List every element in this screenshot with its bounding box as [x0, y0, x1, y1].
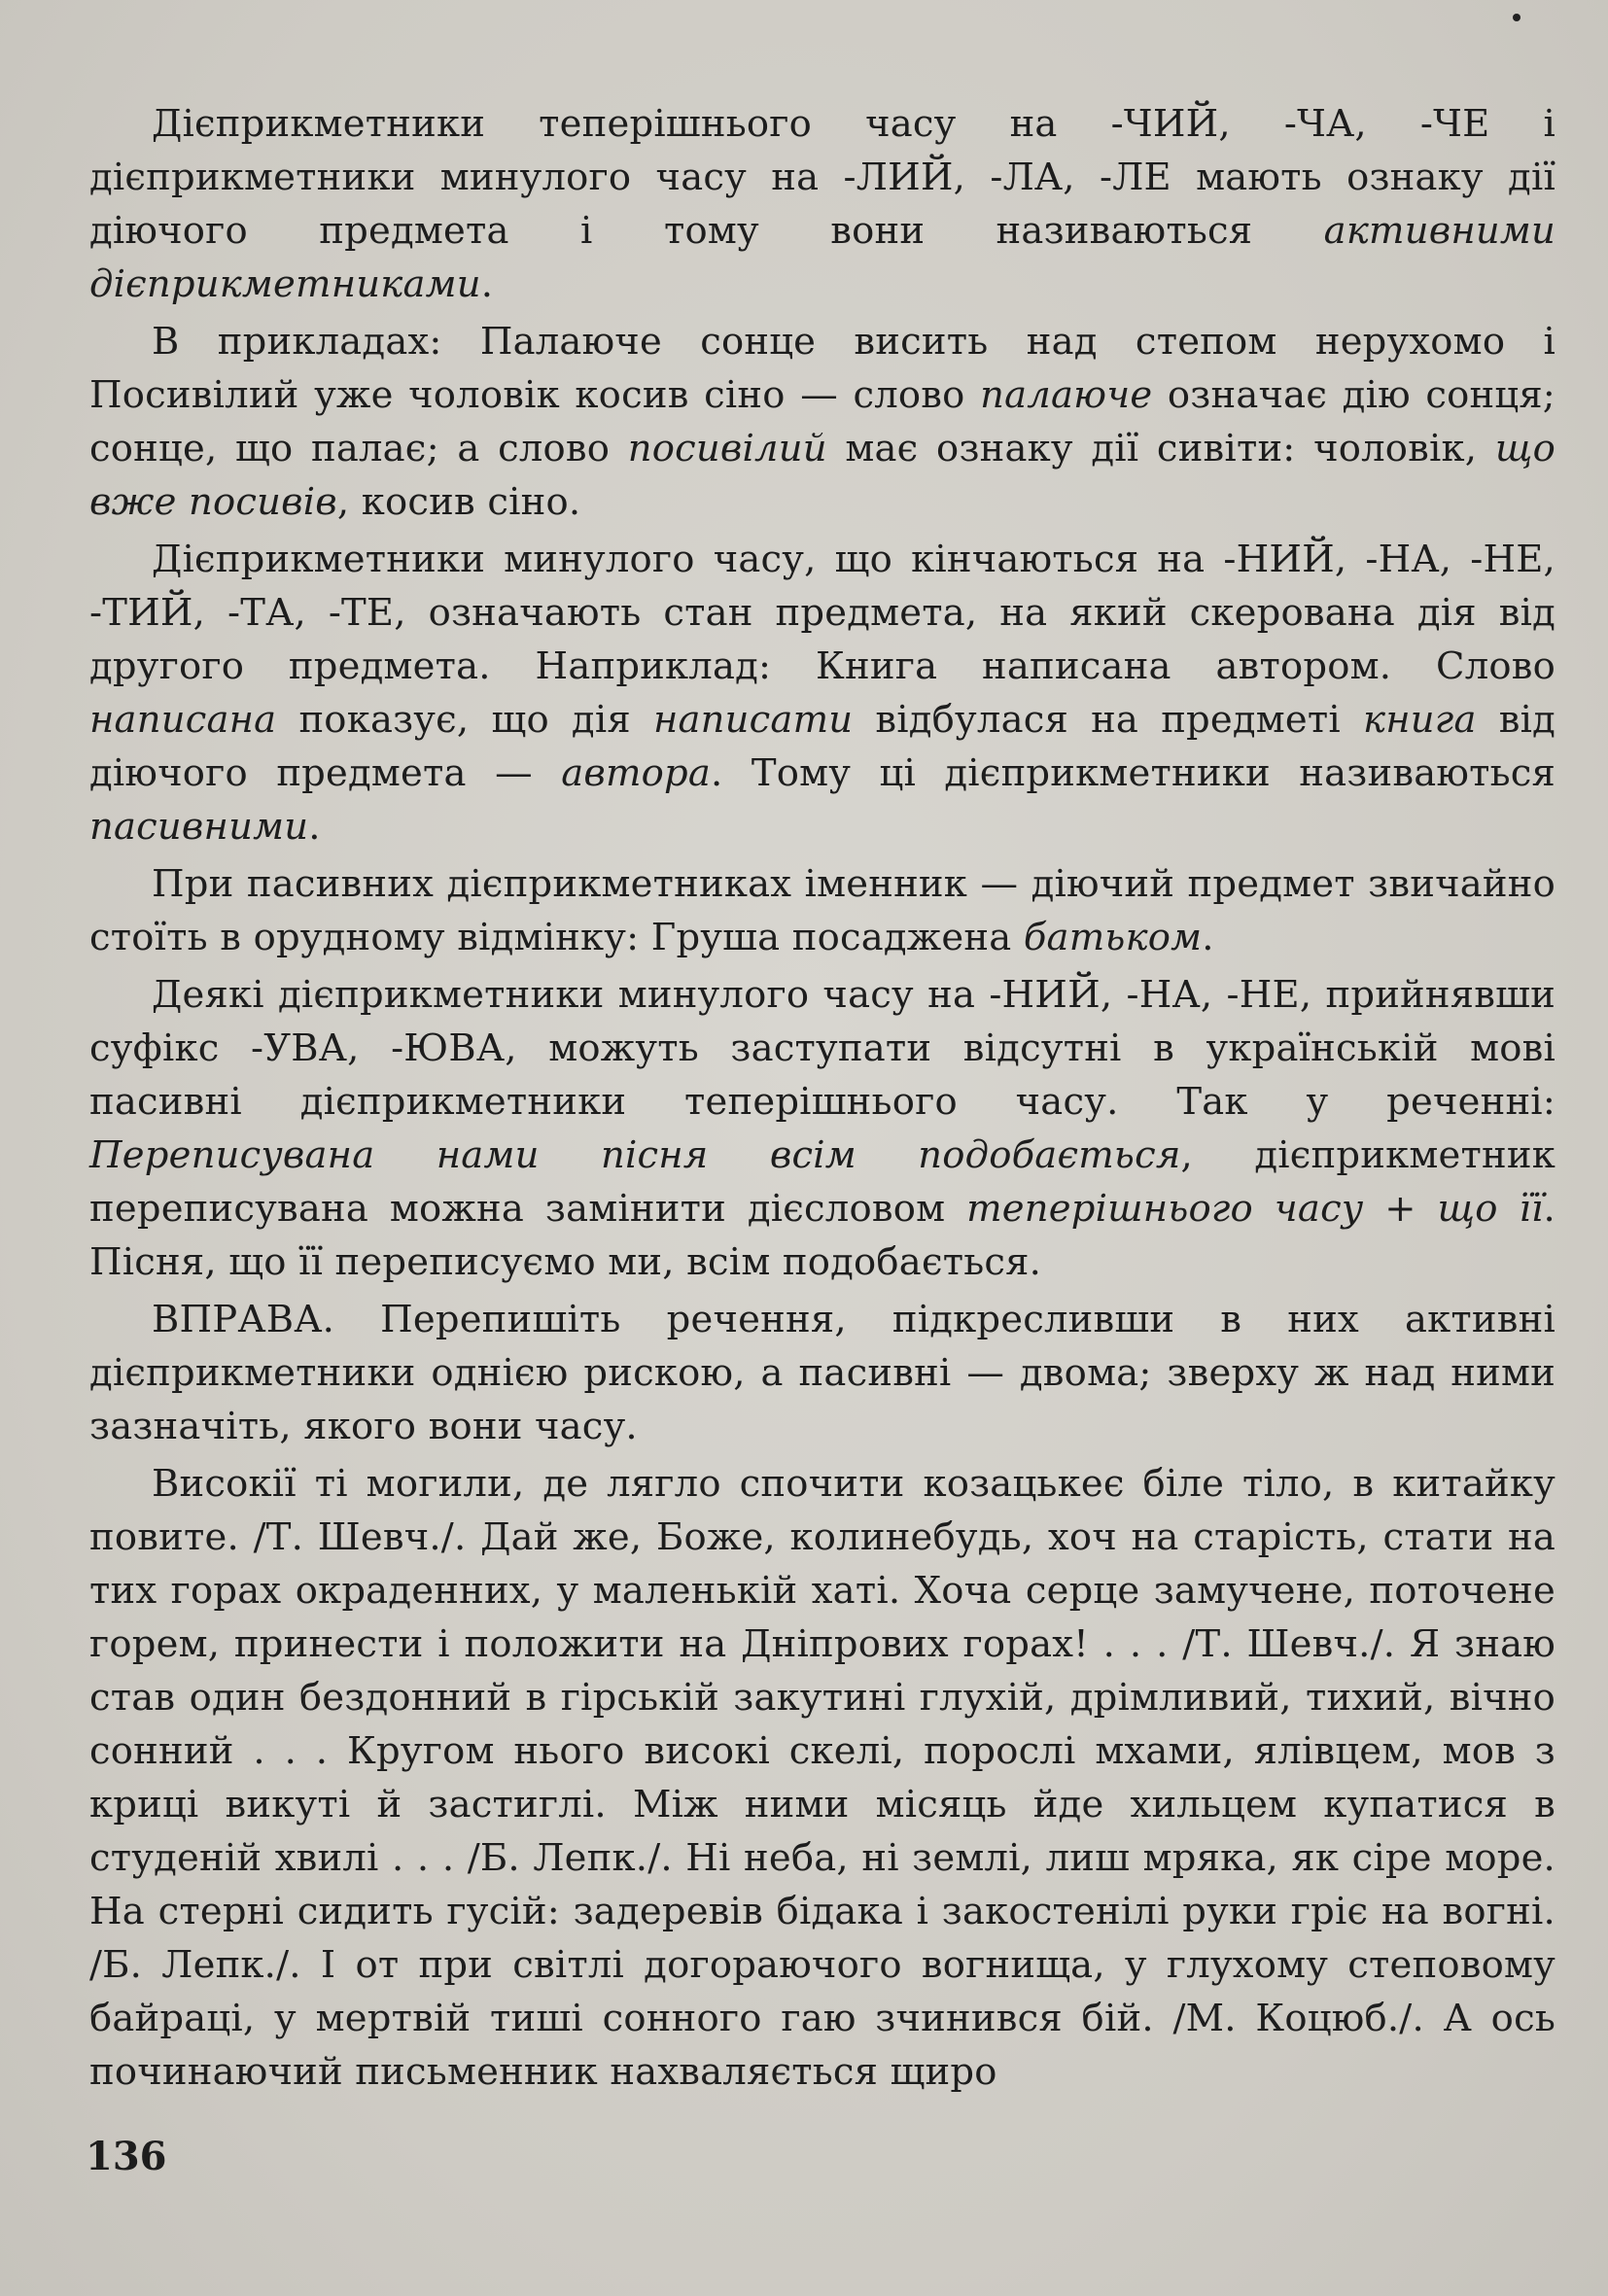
paragraph-instrumental-case: При пасивних дієприкметниках іменник — діючий предмет звичайно стоїть в орудному відмінку: Груша посаджена батьком.	[89, 862, 1556, 959]
paragraph-suffix-uva: Деякі дієприкметники минулого часу на -НИЙ, -НА, -НЕ, прийнявши суфікс -УВА, -ЮВА, можуть заступати відсутні в українській мові пасивні дієприкметники теперішнього часу. Так у реченні: Переписувана нами пісня всім подобається, дієприкметник переписувана можна замінити дієсловом теперішнього часу + що її. Пісня, що її переписуємо ми, всім подобається.	[89, 973, 1556, 1284]
ink-speck	[1513, 14, 1521, 21]
paragraph-passive-participles: Дієприкметники минулого часу, що кінчаються на -НИЙ, -НА, -НЕ, -ТИЙ, -ТА, -ТЕ, означають стан предмета, на який скерована дія від другого предмета. Наприклад: Книга написана автором. Слово написана показує, що дія написати відбулася на предметі книга від діючого предмета — автора. Тому ці дієприкметники називаються пасивними.	[89, 538, 1556, 849]
paragraph-active-participles: Дієприкметники теперішнього часу на -ЧИЙ, -ЧА, -ЧЕ і дієприкметники минулого часу на -ЛИЙ, -ЛА, -ЛЕ мають ознаку дії діючого предмета і тому вони називаються активними дієприкметниками.	[89, 102, 1556, 306]
paragraph-examples: В прикладах: Палаюче сонце висить над степом нерухомо і Посивілий уже чоловік косив сіно — слово палаюче означає дію сонця; сонце, що палає; а слово посивілий має ознаку дії сивіти: чоловік, що вже посивів, косив сіно.	[89, 320, 1556, 524]
page-number: 136	[86, 2134, 167, 2179]
paragraph-exercise-instructions: ВПРАВА. Перепишіть речення, підкресливши в них активні дієприкметники однією рискою, а пасивні — двома; зверху ж над ними зазначіть, якого вони часу.	[89, 1298, 1556, 1448]
paragraph-exercise-text: Високії ті могили, де лягло спочити козацькеє біле тіло, в китайку повите. /Т. Шевч./. Дай же, Боже, колинебудь, хоч на старість, стати на тих горах окраденних, у маленькій хаті. Хоча серце замучене, поточене горем, принести і положити на Дніпрових горах! . . . /Т. Шевч./. Я знаю став один бездонний в гірській закутині глухій, дрімливий, тихий, вічно сонний . . . Кругом нього високі скелі, порослі мхами, ялівцем, мов з криці викуті й застиглі. Між ними місяць йде хильцем купатися в студеній хвилі . . . /Б. Лепк./. Ні неба, ні землі, лиш мряка, як сіре море. На стерні сидить гусій: задеревів бідака і закостенілі руки гріє на вогні. /Б. Лепк./. І от при світлі догораючого вогнища, у глухому степовому байраці, у мертвій тиші сонного гаю зчинився бій. /М. Коцюб./. А ось починаючий письменник нахваляється щиро	[89, 1462, 1556, 2094]
page-text	[89, 97, 1556, 2103]
